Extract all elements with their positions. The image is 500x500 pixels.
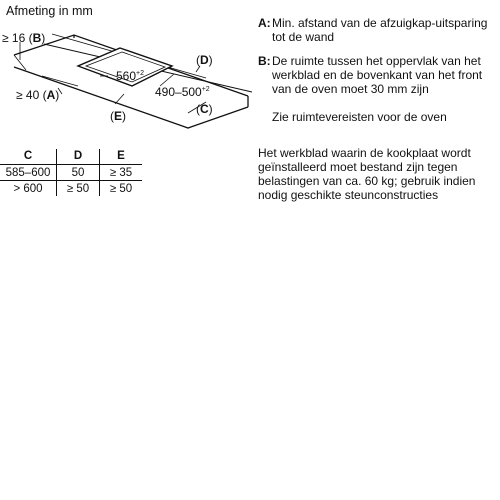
note-b-text: De ruimte tussen het oppervlak van het werkblad en de bovenkant van het front van de oven moet 30 mm zijn	[272, 54, 483, 96]
table-cell: 585–600	[0, 165, 57, 181]
note-a-text: Min. afstand van de afzuigkap-uitsparing tot de wand	[272, 16, 488, 44]
dim-e-label: (E)	[110, 109, 127, 123]
table-header: E	[100, 149, 143, 165]
table-cell: ≥ 50	[57, 181, 100, 197]
table-row	[0, 181, 142, 197]
oven-note: Zie ruimtevereisten voor de oven	[272, 110, 447, 124]
dim-d-label: (D)	[196, 53, 213, 67]
table-cell: 50	[57, 165, 100, 181]
cutout-depth-label: $490-500^{+2}$	[155, 85, 210, 99]
cutout-width-label: $560^{+2}$	[116, 69, 145, 83]
table-cell: ≥ 35	[100, 165, 143, 181]
note-b	[258, 54, 500, 96]
note-a	[258, 16, 498, 44]
table-row	[0, 165, 142, 181]
page-title: Afmeting in mm	[6, 4, 93, 18]
table-header: D	[57, 149, 100, 165]
cutout-diagram	[0, 0, 255, 140]
worktop-note: Het werkblad waarin de kookplaat wordt geïnstalleerd moet bestand zijn tegen belastingen van ca. 60 kg; gebruik indien nodig geschikte steunconstructies	[258, 146, 476, 202]
dim-b-label: ≥ 16 (B)	[2, 31, 46, 45]
table-cell: ≥ 50	[100, 181, 143, 197]
table-header-row	[0, 149, 142, 165]
table-cell: > 600	[13, 182, 43, 195]
dimension-table	[0, 149, 142, 196]
table-header: C	[0, 149, 57, 165]
dim-a-label: ≥ 40 (A)	[16, 88, 60, 102]
note-a-label: A:	[258, 16, 271, 30]
dim-c-label: (C)	[196, 102, 213, 116]
note-b-label: B:	[258, 54, 271, 68]
